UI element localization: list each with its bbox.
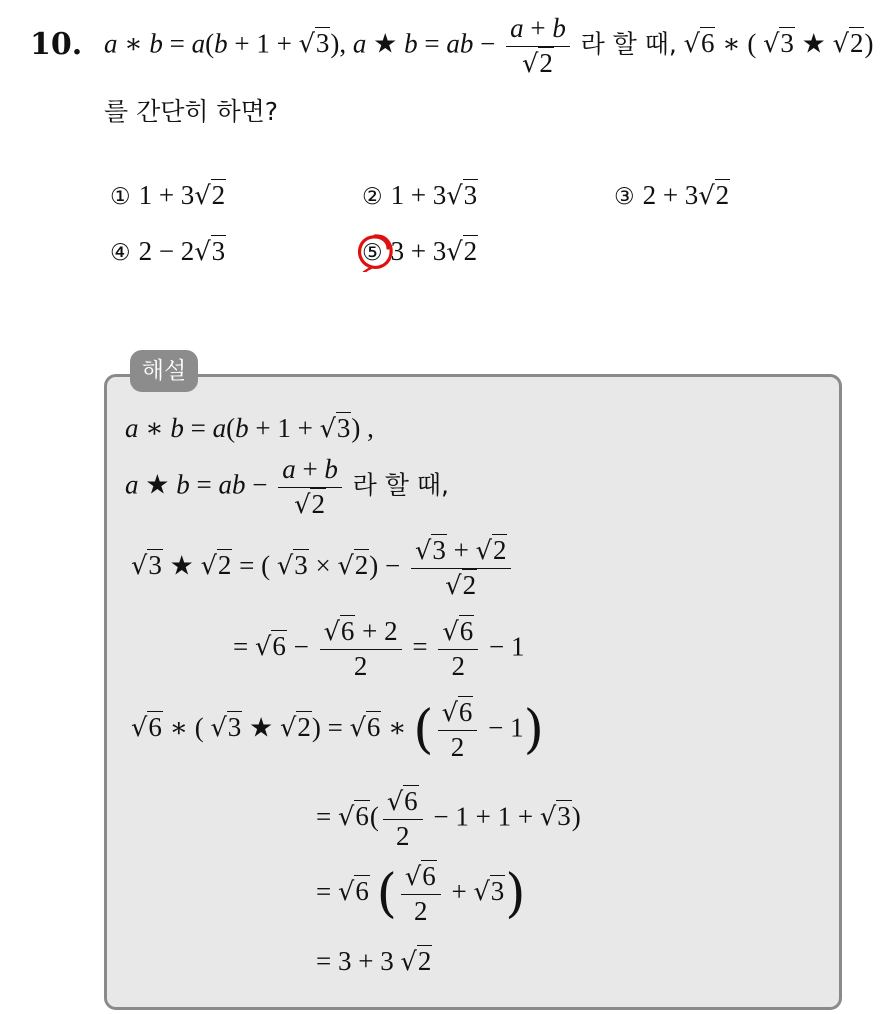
solution-line-7: = √6 ( $\frac{√6}{2}$ + √3) <box>316 861 526 926</box>
choice-1[interactable]: ① 1 + 3√2 <box>110 180 226 211</box>
solution-line-3: √3 ★ √2 = ( √3 × √2) − $\frac{√3 + √2}{√2}$ <box>131 536 515 600</box>
choice-text: 2 − 2 <box>138 236 195 266</box>
choice-marker: ③ <box>614 184 635 210</box>
solution-line-8: = 3 + 3 √2 <box>316 946 432 977</box>
solution-line-4: = √6 − $\frac{√6 + 2}{2}$ = $\frac{√6}{2}$ − 1 <box>233 616 525 681</box>
choice-text: 1 + 3 <box>138 180 195 210</box>
choice-marker: ⑤ <box>362 240 383 266</box>
solution-line-6: = √6( $\frac{√6}{2}$ − 1 + 1 + √3) <box>316 786 581 851</box>
choice-text: 2 + 3 <box>642 180 699 210</box>
choice-2[interactable]: ② 1 + 3√3 <box>362 180 478 211</box>
question-suffix: 라 할 때, <box>580 29 677 59</box>
choice-5[interactable]: ⑤ 3 + 3√2 <box>362 236 478 267</box>
question-number: 10. <box>30 27 83 62</box>
answer-circle-mark <box>355 232 395 272</box>
choice-marker: ② <box>362 184 383 210</box>
question-second-line: 를 간단히 하면? <box>104 97 279 126</box>
choice-text: 1 + 3 <box>390 180 447 210</box>
choice-4[interactable]: ④ 2 − 2√3 <box>110 236 226 267</box>
choice-marker: ④ <box>110 240 131 266</box>
choice-text: 3 + 3 <box>390 236 447 266</box>
choice-3[interactable]: ③ 2 + 3√2 <box>614 180 730 211</box>
question-definition: a ∗ b = a(b + 1 + √3), a ★ b = ab − $\frac{a + b}{√2}$ 라 할 때, √6 ∗ ( √3 ★ √2) <box>104 13 874 79</box>
solution-tag: 해설 <box>130 350 198 392</box>
solution-line-1: a ∗ b = a(b + 1 + √3) , <box>125 413 374 444</box>
choice-marker: ① <box>110 184 131 210</box>
solution-line-2-suffix: 라 할 때, <box>352 470 449 500</box>
solution-line-5: √6 ∗ ( √3 ★ √2) = √6 ∗ ( $\frac{√6}{2}$ − 1) <box>131 697 544 762</box>
solution-line-2: a ★ b = ab − $\frac{a + b}{√2}$ 라 할 때, <box>125 454 449 520</box>
